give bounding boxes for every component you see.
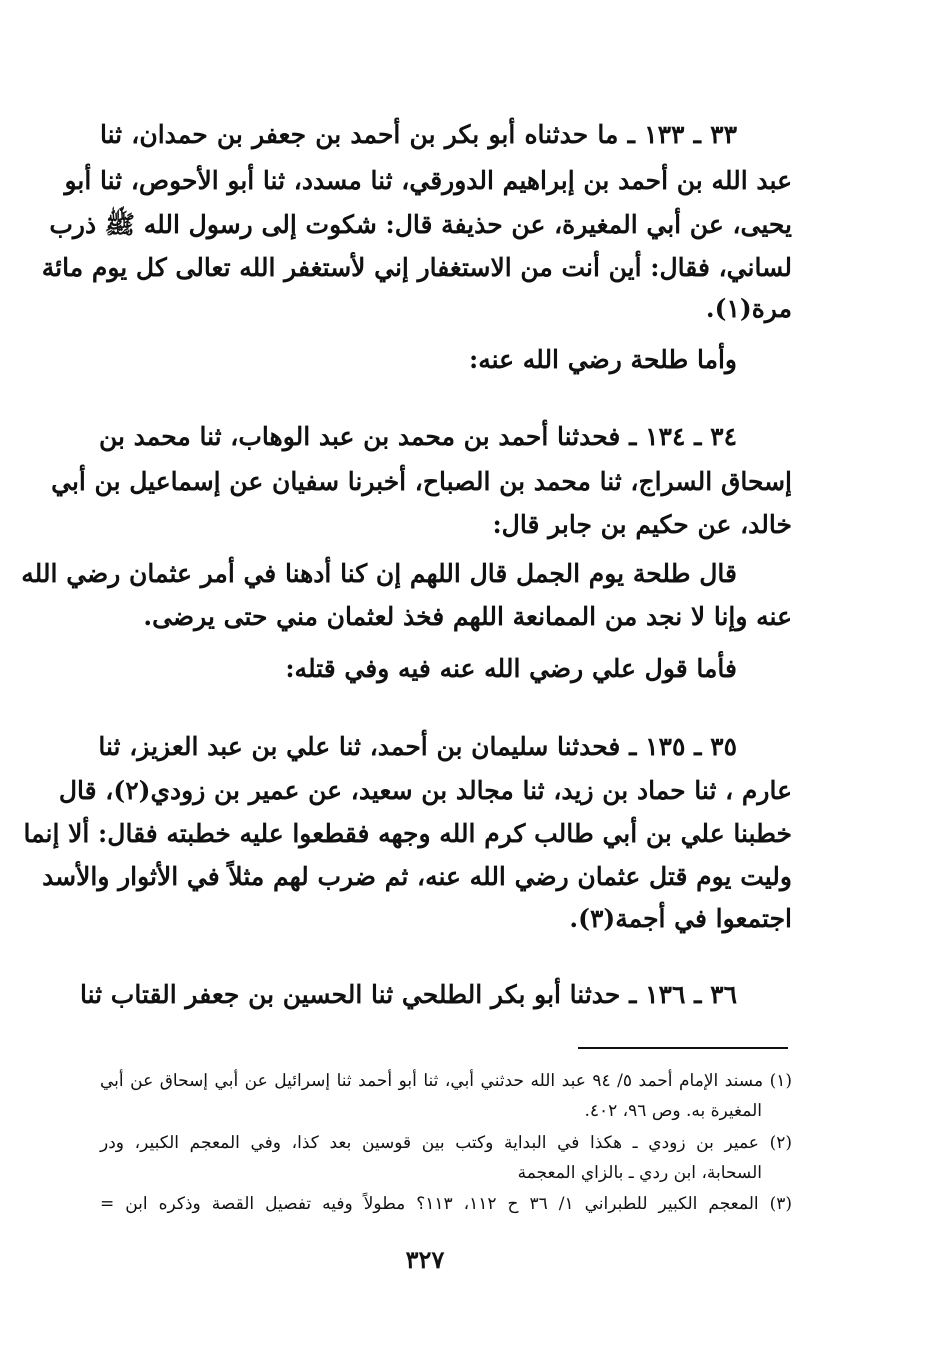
hadith-35-line-5: اجتمعوا في أجمة(٣). [569,904,792,933]
hadith-34-line-1: ٣٤ ـ ١٣٤ ـ فحدثنا أحمد بن محمد بن عبد الوهاب، ثنا محمد بن [98,422,737,451]
hadith-34-line-3: خالد، عن حكيم بن جابر قال: [492,510,792,539]
footnote-2-line-1: (٢) عمير بن زودي ـ هكذا في البداية وكتب بين قوسين بعد كذا، وفي المعجم الكبير، ودر [100,1133,792,1153]
hadith-34-line-2: إسحاق السراج، ثنا محمد بن الصباح، أخبرنا سفيان عن إسماعيل بن أبي [51,467,792,496]
hadith-35-line-3: خطبنا علي بن أبي طالب كرم الله وجهه فقطعوا عليه خطبته فقال: ألا إنما [23,819,792,848]
footnote-2-line-2: السحابة، ابن ردي ـ بالزاي المعجمة [517,1163,762,1183]
hadith-35-line-4: وليت يوم قتل عثمان رضي الله عنه، ثم ضرب لهم مثلاً في الأثوار والأسد [42,862,792,891]
hadith-33-line-5: مرة(١). [705,294,792,323]
talha-heading: وأما طلحة رضي الله عنه: [468,345,737,374]
hadith-35-line-2: عارم ، ثنا حماد بن زيد، ثنا مجالد بن سعيد، عن عمير بن زودي(٢)، قال [58,776,792,805]
hadith-36-line-1: ٣٦ ـ ١٣٦ ـ حدثنا أبو بكر الطلحي ثنا الحسين بن جعفر القتاب ثنا [79,980,737,1009]
page-number: ٣٢٧ [405,1245,445,1274]
hadith-33-line-1: ٣٣ ـ ١٣٣ ـ ما حدثناه أبو بكر بن أحمد بن جعفر بن حمدان، ثنا [100,120,737,149]
hadith-33-line-4: لساني، فقال: أين أنت من الاستغفار إني لأستغفر الله تعالى كل يوم مائة [41,253,792,282]
footnote-1-line-2: المغيرة به. وص ٩٦، ٤٠٢. [584,1101,762,1121]
hadith-33-line-2: عبد الله بن أحمد بن إبراهيم الدورقي، ثنا مسدد، ثنا أبو الأحوص، ثنا أبو [64,166,792,195]
talha-quote-line-1: قال طلحة يوم الجمل قال اللهم إن كنا أدهنا في أمر عثمان رضي الله [21,559,737,588]
footnote-1-line-1: (١) مسند الإمام أحمد ٥/ ٩٤ عبد الله حدثني أبي، ثنا أبو أحمد ثنا إسرائيل عن أبي إسحاق عن أبي [100,1071,792,1091]
footnote-separator [578,1047,788,1049]
footnote-3-line-1: (٣) المعجم الكبير للطبراني ١/ ٣٦ ح ١١٢، ١١٣؟ مطولاً وفيه تفصيل القصة وذكره ابن = [100,1194,793,1214]
hadith-35-line-1: ٣٥ ـ ١٣٥ ـ فحدثنا سليمان بن أحمد، ثنا علي بن عبد العزيز، ثنا [98,732,737,761]
hadith-33-line-3: يحيى، عن أبي المغيرة، عن حذيفة قال: شكوت إلى رسول الله ﷺ ذرب [49,210,792,239]
ali-heading: فأما قول علي رضي الله عنه فيه وفي قتله: [285,654,737,683]
talha-quote-line-2: عنه وإنا لا نجد من الممانعة اللهم فخذ لعثمان مني حتى يرضى. [143,602,792,631]
